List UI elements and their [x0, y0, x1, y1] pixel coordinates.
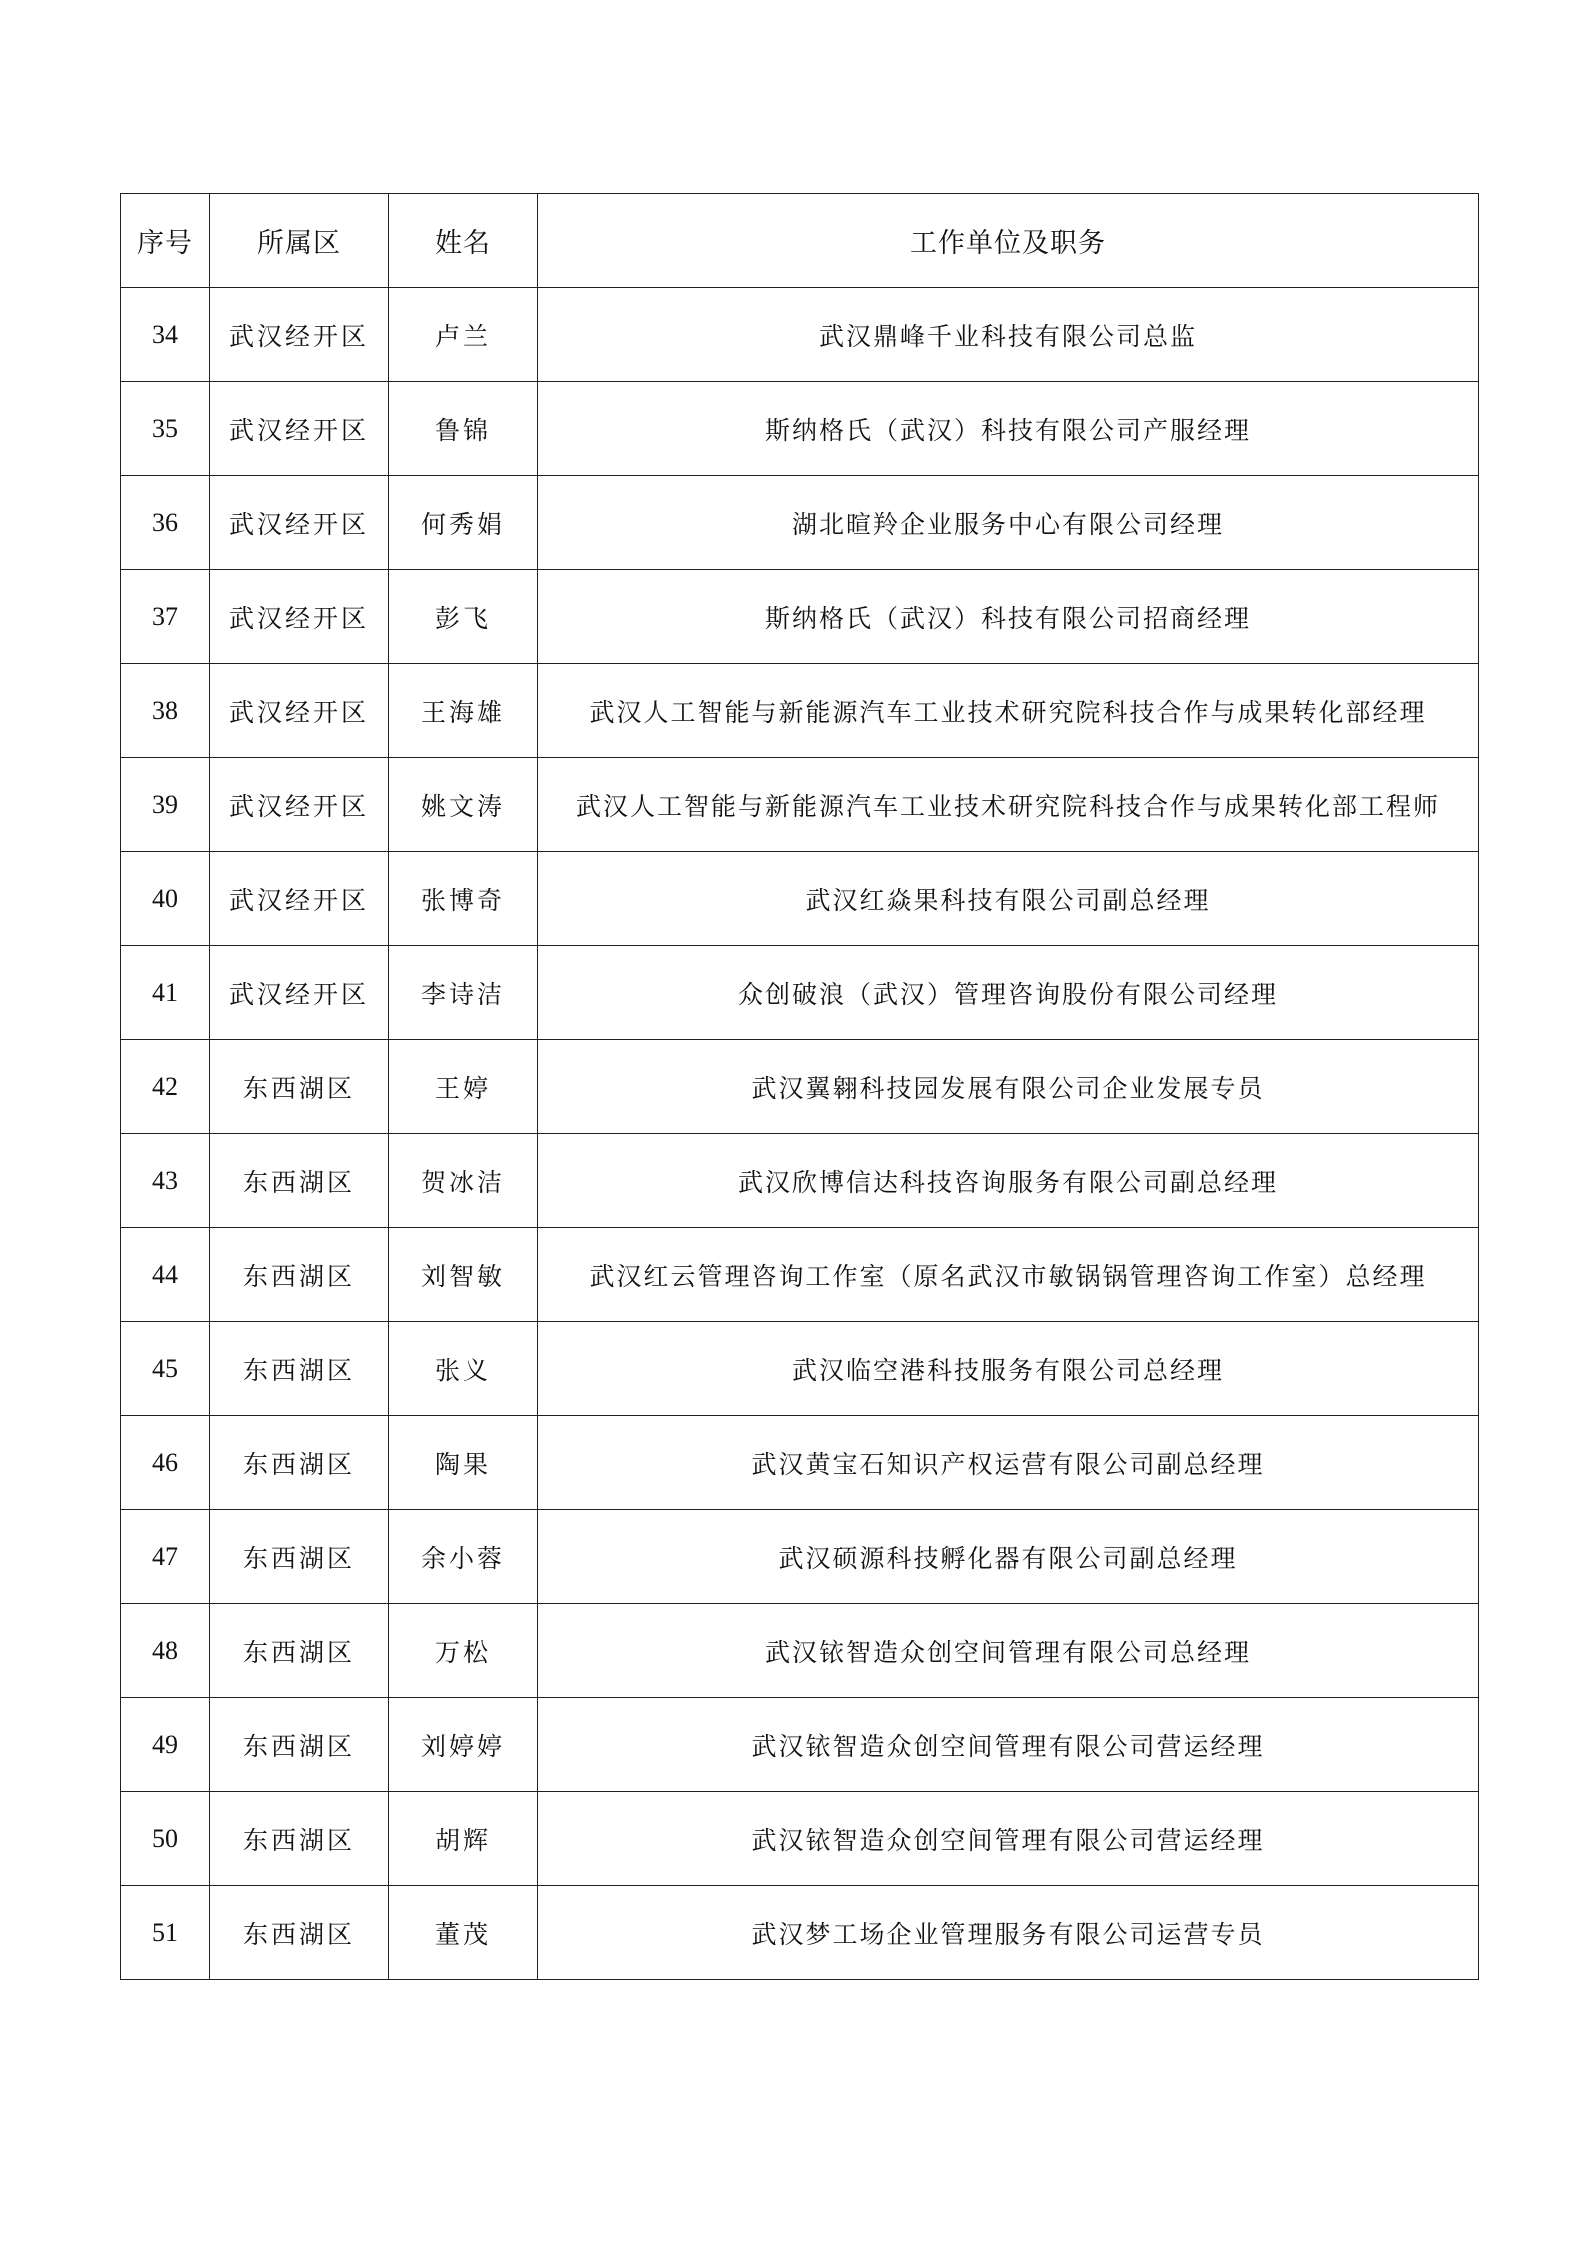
cell-seq: 41	[121, 946, 210, 1040]
table-row	[121, 1416, 1479, 1510]
cell-unit: 武汉人工智能与新能源汽车工业技术研究院科技合作与成果转化部经理	[538, 664, 1479, 758]
table-row	[121, 1040, 1479, 1134]
table-row	[121, 758, 1479, 852]
cell-name: 鲁锦	[389, 382, 538, 476]
cell-unit: 湖北暄羚企业服务中心有限公司经理	[538, 476, 1479, 570]
cell-unit: 武汉临空港科技服务有限公司总经理	[538, 1322, 1479, 1416]
cell-name: 刘婷婷	[389, 1698, 538, 1792]
cell-unit: 斯纳格氏（武汉）科技有限公司产服经理	[538, 382, 1479, 476]
cell-seq: 44	[121, 1228, 210, 1322]
cell-district: 武汉经开区	[210, 476, 389, 570]
header-district: 所属区	[210, 194, 389, 288]
cell-name: 万松	[389, 1604, 538, 1698]
cell-seq: 35	[121, 382, 210, 476]
header-row	[121, 194, 1479, 288]
cell-name: 张义	[389, 1322, 538, 1416]
cell-seq: 43	[121, 1134, 210, 1228]
cell-seq: 50	[121, 1792, 210, 1886]
cell-district: 东西湖区	[210, 1228, 389, 1322]
cell-district: 东西湖区	[210, 1698, 389, 1792]
cell-unit: 武汉铱智造众创空间管理有限公司总经理	[538, 1604, 1479, 1698]
cell-seq: 36	[121, 476, 210, 570]
roster-table	[120, 193, 1479, 1980]
cell-name: 王婷	[389, 1040, 538, 1134]
cell-seq: 47	[121, 1510, 210, 1604]
table-row	[121, 476, 1479, 570]
table-body	[121, 288, 1479, 1980]
cell-unit: 武汉欣博信达科技咨询服务有限公司副总经理	[538, 1134, 1479, 1228]
cell-district: 东西湖区	[210, 1792, 389, 1886]
cell-district: 武汉经开区	[210, 382, 389, 476]
cell-unit: 武汉人工智能与新能源汽车工业技术研究院科技合作与成果转化部工程师	[538, 758, 1479, 852]
cell-district: 武汉经开区	[210, 852, 389, 946]
cell-seq: 37	[121, 570, 210, 664]
cell-seq: 39	[121, 758, 210, 852]
table-row	[121, 288, 1479, 382]
table-row	[121, 1510, 1479, 1604]
cell-unit: 斯纳格氏（武汉）科技有限公司招商经理	[538, 570, 1479, 664]
table-row	[121, 1886, 1479, 1980]
table-row	[121, 852, 1479, 946]
header-unit: 工作单位及职务	[538, 194, 1479, 288]
cell-seq: 49	[121, 1698, 210, 1792]
cell-name: 王海雄	[389, 664, 538, 758]
cell-name: 胡辉	[389, 1792, 538, 1886]
table-row	[121, 382, 1479, 476]
cell-unit: 武汉硕源科技孵化器有限公司副总经理	[538, 1510, 1479, 1604]
cell-unit: 众创破浪（武汉）管理咨询股份有限公司经理	[538, 946, 1479, 1040]
cell-seq: 46	[121, 1416, 210, 1510]
cell-unit: 武汉黄宝石知识产权运营有限公司副总经理	[538, 1416, 1479, 1510]
table-row	[121, 1698, 1479, 1792]
table-row	[121, 1792, 1479, 1886]
cell-district: 东西湖区	[210, 1604, 389, 1698]
cell-district: 武汉经开区	[210, 664, 389, 758]
header-seq: 序号	[121, 194, 210, 288]
cell-district: 东西湖区	[210, 1886, 389, 1980]
cell-name: 彭飞	[389, 570, 538, 664]
cell-district: 东西湖区	[210, 1040, 389, 1134]
cell-name: 董茂	[389, 1886, 538, 1980]
header-name: 姓名	[389, 194, 538, 288]
cell-name: 卢兰	[389, 288, 538, 382]
cell-seq: 40	[121, 852, 210, 946]
table-header	[121, 194, 1479, 288]
cell-seq: 45	[121, 1322, 210, 1416]
cell-unit: 武汉梦工场企业管理服务有限公司运营专员	[538, 1886, 1479, 1980]
cell-district: 东西湖区	[210, 1322, 389, 1416]
cell-unit: 武汉红云管理咨询工作室（原名武汉市敏锅锅管理咨询工作室）总经理	[538, 1228, 1479, 1322]
cell-seq: 48	[121, 1604, 210, 1698]
cell-name: 陶果	[389, 1416, 538, 1510]
cell-unit: 武汉鼎峰千业科技有限公司总监	[538, 288, 1479, 382]
table-row	[121, 1134, 1479, 1228]
cell-district: 武汉经开区	[210, 288, 389, 382]
cell-name: 李诗洁	[389, 946, 538, 1040]
cell-seq: 38	[121, 664, 210, 758]
cell-unit: 武汉红焱果科技有限公司副总经理	[538, 852, 1479, 946]
cell-unit: 武汉铱智造众创空间管理有限公司营运经理	[538, 1698, 1479, 1792]
cell-name: 张博奇	[389, 852, 538, 946]
cell-unit: 武汉翼翱科技园发展有限公司企业发展专员	[538, 1040, 1479, 1134]
cell-name: 刘智敏	[389, 1228, 538, 1322]
cell-district: 东西湖区	[210, 1510, 389, 1604]
table-row	[121, 570, 1479, 664]
cell-name: 姚文涛	[389, 758, 538, 852]
cell-district: 东西湖区	[210, 1134, 389, 1228]
table-row	[121, 946, 1479, 1040]
table-row	[121, 1322, 1479, 1416]
table-row	[121, 664, 1479, 758]
cell-seq: 42	[121, 1040, 210, 1134]
cell-name: 余小蓉	[389, 1510, 538, 1604]
cell-name: 何秀娟	[389, 476, 538, 570]
cell-district: 武汉经开区	[210, 570, 389, 664]
cell-unit: 武汉铱智造众创空间管理有限公司营运经理	[538, 1792, 1479, 1886]
cell-district: 武汉经开区	[210, 758, 389, 852]
table-row	[121, 1228, 1479, 1322]
table-row	[121, 1604, 1479, 1698]
cell-district: 东西湖区	[210, 1416, 389, 1510]
cell-name: 贺冰洁	[389, 1134, 538, 1228]
cell-seq: 34	[121, 288, 210, 382]
cell-district: 武汉经开区	[210, 946, 389, 1040]
cell-seq: 51	[121, 1886, 210, 1980]
